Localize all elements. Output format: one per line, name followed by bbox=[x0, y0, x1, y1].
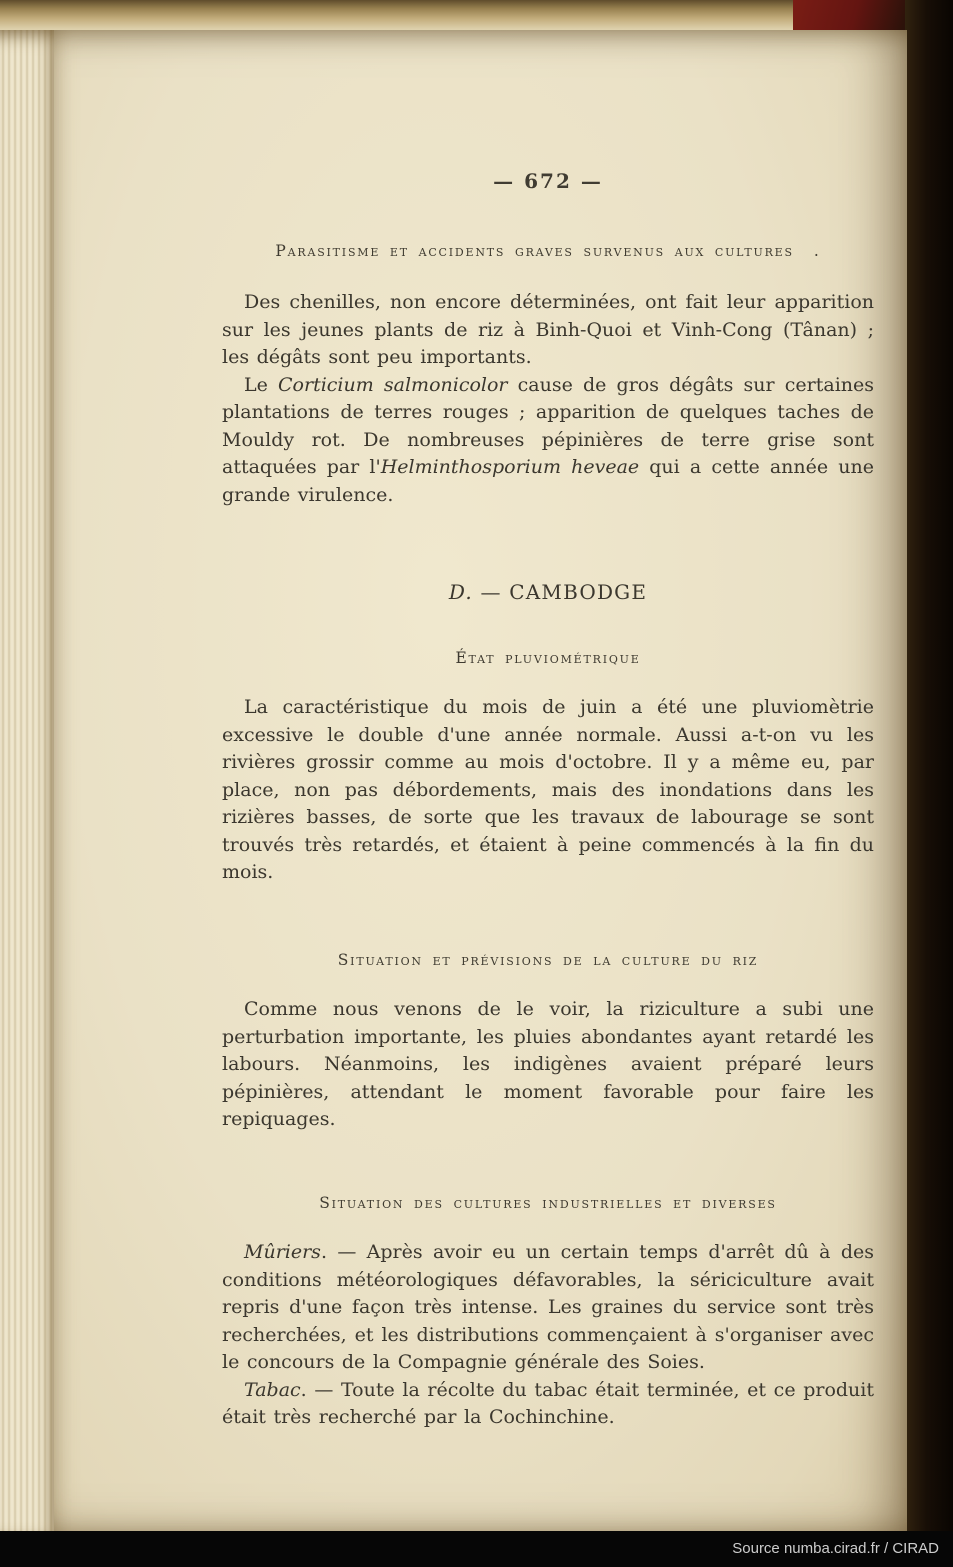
page-number: — 672 — bbox=[493, 169, 603, 193]
paragraph-muriers bbox=[222, 1239, 874, 1377]
book-top-page-edges bbox=[0, 0, 913, 34]
section-title-cambodge bbox=[222, 579, 874, 607]
paragraph-tabac bbox=[222, 1377, 874, 1432]
paragraph-chenilles bbox=[222, 289, 874, 372]
source-attribution-text: Source numba.cirad.fr / CIRAD bbox=[732, 1540, 939, 1557]
paragraph-pluviometrie bbox=[222, 694, 874, 887]
heading-trailing-dot: . bbox=[813, 241, 821, 260]
section-name: — CAMBODGE bbox=[472, 580, 648, 604]
paragraph-pluviometrie-text: La caractéristique du mois de juin a été une pluviomètrie excessive le double d'une année normale. Aussi a-t-on vu les rivières grossir comme au mois d'octobre. Il y a même eu, par place, non pas débordements, mais des inondations dans les rizières basses, de sorte que les travaux de labourage se sont trouvés très retardés, et étaient à peine commencés à la fin du mois. bbox=[222, 696, 874, 883]
heading-situation-riz: Situation et prévisions de la culture du riz bbox=[337, 950, 759, 969]
source-attribution-bar bbox=[0, 1531, 953, 1567]
section-letter: D. bbox=[448, 580, 473, 604]
page-content bbox=[222, 30, 874, 1432]
run-text: Le bbox=[244, 373, 279, 396]
run-text: . — Toute la récolte du tabac était terminée, et ce produit était très recherché par la Cochinchine. bbox=[222, 1378, 874, 1428]
heading-etat-pluviometrique: État pluviométrique bbox=[455, 648, 641, 667]
paragraph-label-tabac: Tabac bbox=[244, 1378, 301, 1401]
paragraph-label-muriers: Mûriers bbox=[244, 1241, 321, 1263]
paragraph-riziculture-text: Comme nous venons de le voir, la riziculture a subi une perturbation importante, les pluies abondantes ayant retardé les labours. Néanmoins, les indigènes avaient préparé leurs pépinières, attendant le moment favorable pour faire les repiquages. bbox=[222, 998, 874, 1130]
book-spine-shadow bbox=[905, 0, 953, 1567]
latin-name-helminthosporium: Helminthosporium heveae bbox=[380, 456, 640, 478]
book-page bbox=[54, 30, 907, 1531]
heading-cultures-industrielles: Situation des cultures industrielles et diverses bbox=[319, 1193, 777, 1212]
run-text: cause de gros dégâts sur certaines plantations de terres rouges ; apparition de quelques taches de Mouldy rot. De nombreuses pépinières de terre grise sont attaquées par l' bbox=[222, 373, 875, 478]
latin-name-corticium: Corticium salmonicolor bbox=[278, 373, 508, 396]
page-stack-edges bbox=[0, 30, 54, 1531]
heading-parasitisme-text: Parasitisme et accidents graves survenus aux cultures bbox=[275, 241, 794, 260]
paragraph-riziculture bbox=[222, 996, 874, 1134]
paragraph-chenilles-text: Des chenilles, non encore déterminées, ont fait leur apparition sur les jeunes plants de riz à Binh-Quoi et Vinh-Cong (Tânan) ; les dégâts sont peu importants. bbox=[222, 291, 874, 368]
run-text: . — Après avoir eu un certain temps d'arrêt dû à des conditions météorologiques défavorables, la sériciculture avait repris d'une façon très intense. Les graines du service sont très recherchées, et les distributions commençaient à s'organiser avec le concours de la Compagnie générale des Soies. bbox=[222, 1241, 874, 1373]
heading-parasitisme bbox=[222, 238, 874, 266]
paragraph-corticium bbox=[222, 372, 874, 510]
run-text: qui a cette année une grande virulence. bbox=[222, 456, 874, 506]
